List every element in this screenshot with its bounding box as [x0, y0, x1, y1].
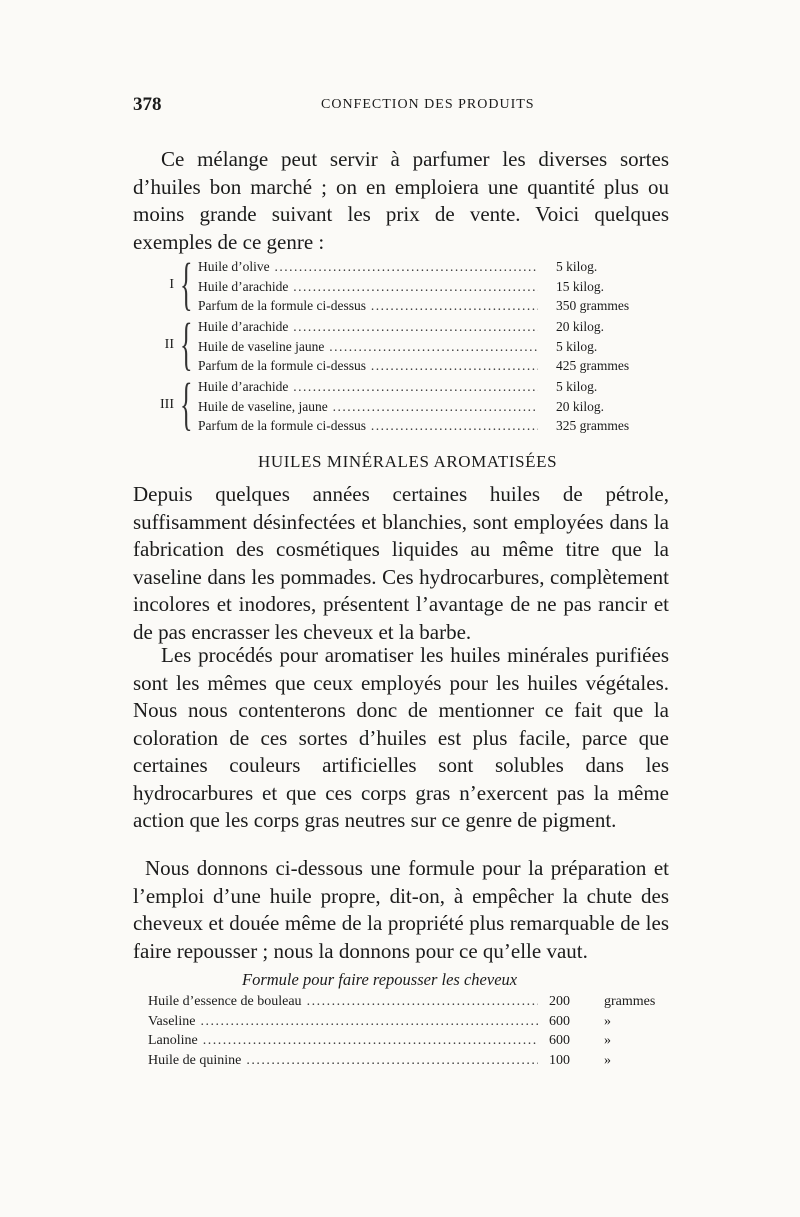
formula-row: [148, 992, 668, 1012]
ingredient-qty: 325 grammes: [552, 416, 629, 436]
ingredient-name: Huile d’arachide .....: [198, 277, 538, 297]
ingredient-name: Vaseline .....: [148, 1012, 538, 1032]
recipe-numeral: III: [160, 397, 174, 412]
ingredient-unit: »: [604, 1013, 611, 1029]
recipe-row: [198, 377, 670, 397]
ingredient-name: Huile de vaseline jaune .....: [198, 337, 538, 357]
recipe-group: [150, 311, 670, 376]
ingredient-qty: 5 kilog.: [552, 377, 597, 397]
ingredient-qty: 600: [549, 1033, 570, 1048]
ingredient-name: Parfum de la formule ci-dessus .....: [198, 356, 538, 376]
ingredient-name: Huile d’essence de bouleau .....: [148, 992, 538, 1012]
formula-row: [148, 1031, 668, 1051]
formula-table: [148, 992, 668, 1070]
ingredient-unit: grammes: [604, 994, 656, 1009]
running-title: CONFECTION DES PRODUITS: [321, 97, 535, 112]
page-number: 378: [133, 94, 162, 115]
recipe-row: [198, 337, 670, 357]
recipe-row: [198, 317, 670, 337]
ingredient-name: Parfum de la formule ci-dessus .....: [198, 416, 538, 436]
recipe-group: [150, 251, 670, 316]
intro-paragraph: Ce mélange peut servir à parfumer les diverses sortes d’huiles bon marché ; on en emploiera une quantité plus ou moins grande suivant les prix de vente. Voici quelques exemples de ce genre :: [133, 147, 669, 254]
recipe-row: [198, 356, 670, 376]
ingredient-name: Huile d’olive .....: [198, 257, 538, 277]
body-paragraph: Nous donnons ci-dessous une formule pour la préparation et l’emploi d’une huile propre, dit-on, à empêcher la chute des cheveux et douée même de la propriété plus remarquable de les faire repousser ; nous la donnons pour ce qu’elle vaut.: [133, 856, 669, 963]
recipe-numeral: II: [164, 337, 174, 352]
ingredient-unit: »: [604, 1033, 611, 1048]
ingredient-name: Huile de quinine .....: [148, 1051, 538, 1071]
ingredient-name: Huile d’arachide .....: [198, 377, 538, 397]
ingredient-qty: 100: [549, 1052, 570, 1068]
ingredient-qty: 350 grammes: [552, 296, 629, 316]
ingredient-qty: 600: [549, 1013, 570, 1029]
recipe-row: [198, 397, 670, 417]
ingredient-name: Lanoline .....: [148, 1031, 538, 1051]
recipe-row: [198, 296, 670, 316]
ingredient-name: Parfum de la formule ci-dessus .....: [198, 296, 538, 316]
ingredient-qty: 20 kilog.: [552, 397, 604, 417]
section-heading: HUILES MINÉRALES AROMATISÉES: [258, 452, 558, 471]
brace-glyph: {: [180, 311, 193, 376]
formula-row: [148, 1012, 668, 1032]
recipe-numeral: I: [169, 277, 174, 292]
ingredient-qty: 15 kilog.: [552, 277, 604, 297]
brace-glyph: {: [180, 371, 193, 436]
recipe-row: [198, 257, 670, 277]
ingredient-qty: 20 kilog.: [552, 317, 604, 337]
running-head: [133, 94, 673, 118]
ingredient-qty: 5 kilog.: [552, 337, 597, 357]
recipe-group: [150, 371, 670, 436]
body-paragraph: Les procédés pour aromatiser les huiles minérales purifiées sont les mêmes que ceux employés pour les huiles végétales. Nous nous contenterons donc de mentionner ce fait que la coloration de ces sortes d’huiles est plus facile, parce que certaines couleurs artificielles sont solubles dans les hydrocarbures et que ces corps gras n’exercent pas la même action que les corps gras neutres sur ce genre de pigment.: [133, 643, 669, 832]
recipe-row: [198, 416, 670, 436]
recipe-list: [150, 251, 670, 437]
ingredient-name: Huile d’arachide .....: [198, 317, 538, 337]
brace-glyph: {: [180, 251, 193, 316]
formula-title: Formule pour faire repousser les cheveux: [242, 970, 518, 989]
ingredient-name: Huile de vaseline, jaune .....: [198, 397, 538, 417]
ingredient-unit: »: [604, 1052, 611, 1068]
ingredient-qty: 200: [549, 994, 570, 1009]
ingredient-qty: 5 kilog.: [552, 257, 597, 277]
ingredient-qty: 425 grammes: [552, 356, 629, 376]
formula-row: [148, 1051, 668, 1071]
body-paragraph: Depuis quelques années certaines huiles de pétrole, suffisamment désinfectées et blanchies, sont employées dans la fabrication des cosmétiques liquides au même titre que la vaseline dans les pommades. Ces hydrocarbures, complètement incolores et inodores, présentent l’avantage de ne pas rancir et de pas encrasser les cheveux et la barbe.: [133, 482, 669, 644]
recipe-row: [198, 277, 670, 297]
